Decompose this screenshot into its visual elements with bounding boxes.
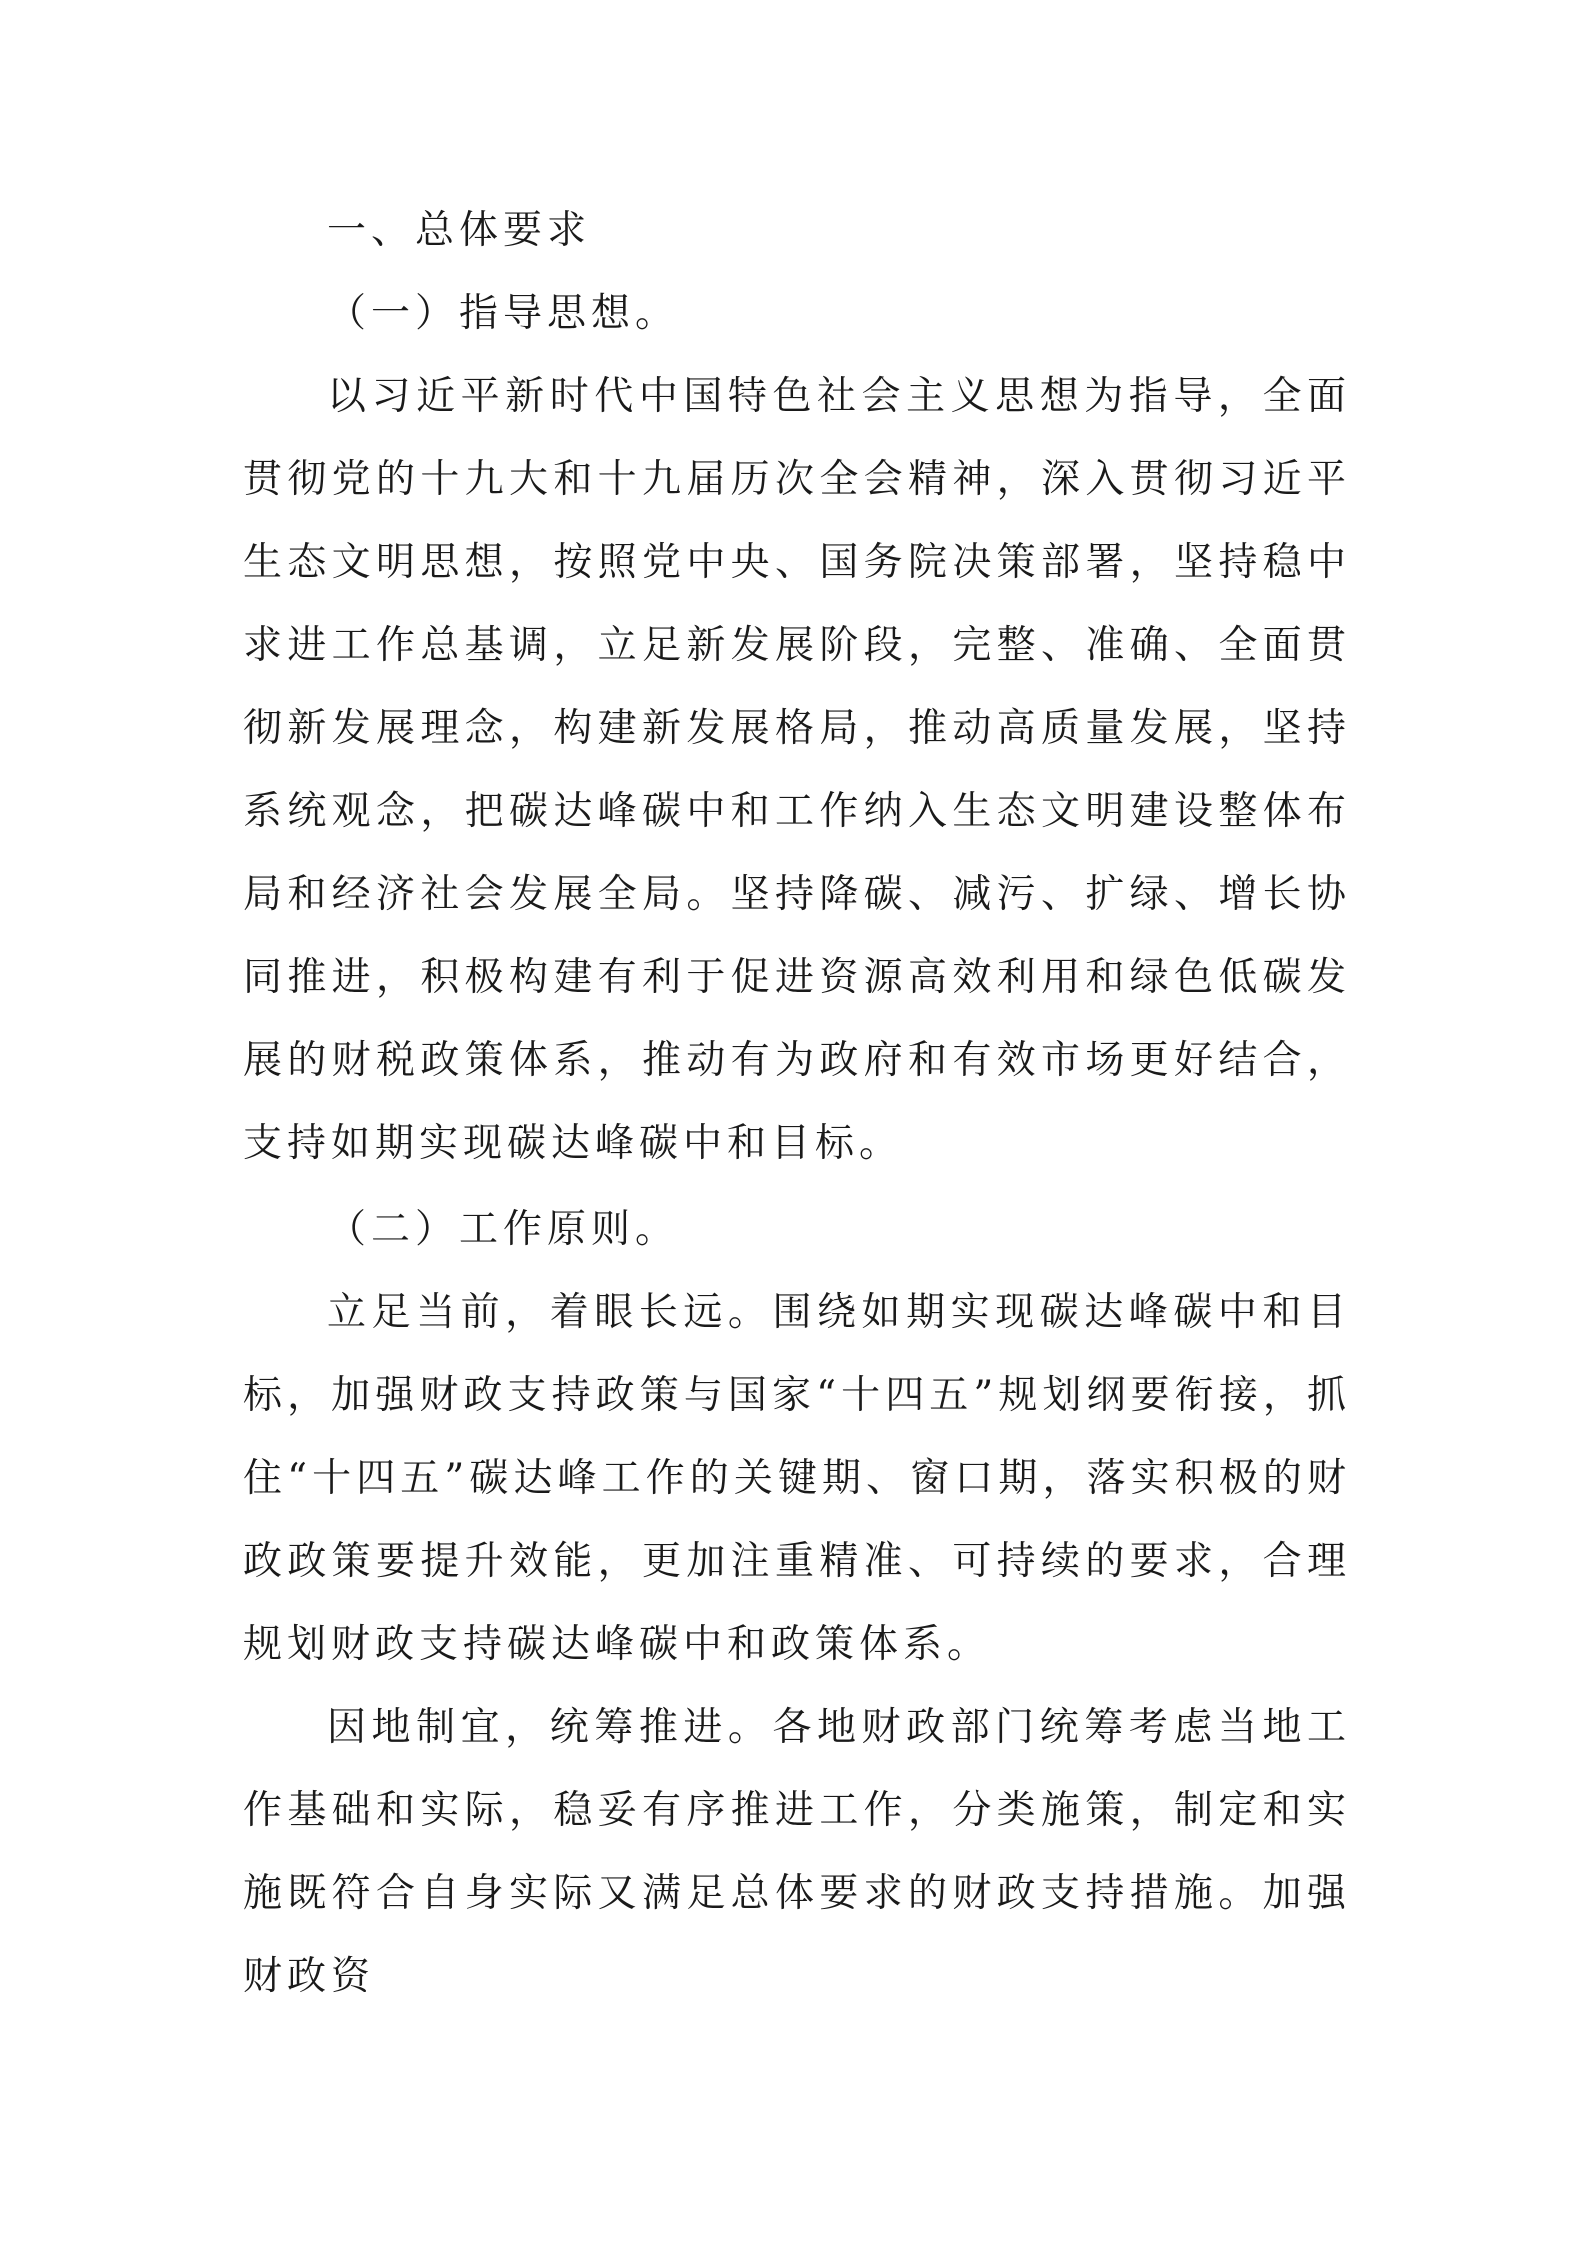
section-heading: 一、总体要求 [327, 208, 592, 253]
paragraph-principle-local-conditions: 因地制宜，统筹推进。各地财政部门统筹考虑当地工作基础和实际，稳妥有序推进工作，分类施策，制定和实施既符合自身实际又满足总体要求的财政支持措施。加强财政资 [243, 1705, 1351, 1999]
paragraph-principle-current-long-term: 立足当前，着眼长远。围绕如期实现碳达峰碳中和目标，加强财政支持政策与国家“十四五”规划纲要衔接，抓住“十四五”碳达峰工作的关键期、窗口期，落实积极的财政政策要提升效能，更加注重精准、可持续的要求，合理规划财政支持碳达峰碳中和政策体系。 [243, 1290, 1351, 1667]
subsection-title-guiding-ideology: （一）指导思想。 [327, 291, 680, 336]
subsection-title-work-principles: （二）工作原则。 [327, 1207, 680, 1252]
paragraph-guiding-ideology: 以习近平新时代中国特色社会主义思想为指导，全面贯彻党的十九大和十九届历次全会精神，深入贯彻习近平生态文明思想，按照党中央、国务院决策部署，坚持稳中求进工作总基调，立足新发展阶段，完整、准确、全面贯彻新发展理念，构建新发展格局，推动高质量发展，坚持系统观念，把碳达峰碳中和工作纳入生态文明建设整体布局和经济社会发展全局。坚持降碳、减污、扩绿、增长协同推进，积极构建有利于促进资源高效利用和绿色低碳发展的财税政策体系，推动有为政府和有效市场更好结合，支持如期实现碳达峰碳中和目标。 [243, 374, 1351, 1166]
